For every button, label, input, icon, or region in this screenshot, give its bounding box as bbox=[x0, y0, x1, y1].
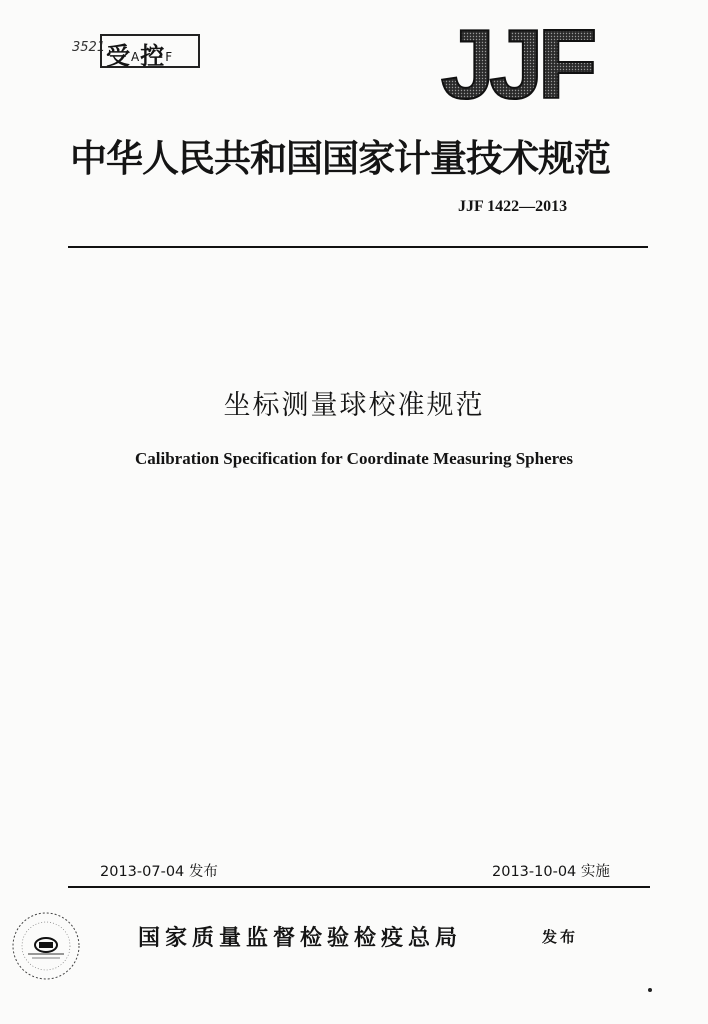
jjf-logo bbox=[418, 20, 614, 104]
footer-divider bbox=[68, 886, 650, 888]
stamp-text: 受A控F bbox=[106, 42, 174, 70]
publish-label: 发布 bbox=[542, 928, 579, 946]
publisher-seal-icon bbox=[8, 908, 84, 984]
scan-speck bbox=[648, 988, 652, 992]
control-stamp bbox=[72, 34, 212, 74]
publisher-name: 国家质量监督检验检疫总局 bbox=[138, 925, 463, 951]
issue-date: 2013-07-04 发布 bbox=[100, 864, 218, 880]
standard-category-title: 中华人民共和国国家计量技术规范 bbox=[70, 136, 610, 180]
header-divider bbox=[68, 246, 648, 248]
stamp-number: 3521 bbox=[72, 40, 106, 55]
implementation-date: 2013-10-04 实施 bbox=[492, 864, 610, 880]
document-number: JJF 1422—2013 bbox=[458, 198, 568, 215]
document-title-english: Calibration Specification for Coordinate Measuring Spheres bbox=[134, 449, 574, 468]
document-title-chinese: 坐标测量球校准规范 bbox=[223, 390, 485, 421]
svg-text:JJF: JJF bbox=[440, 20, 592, 104]
